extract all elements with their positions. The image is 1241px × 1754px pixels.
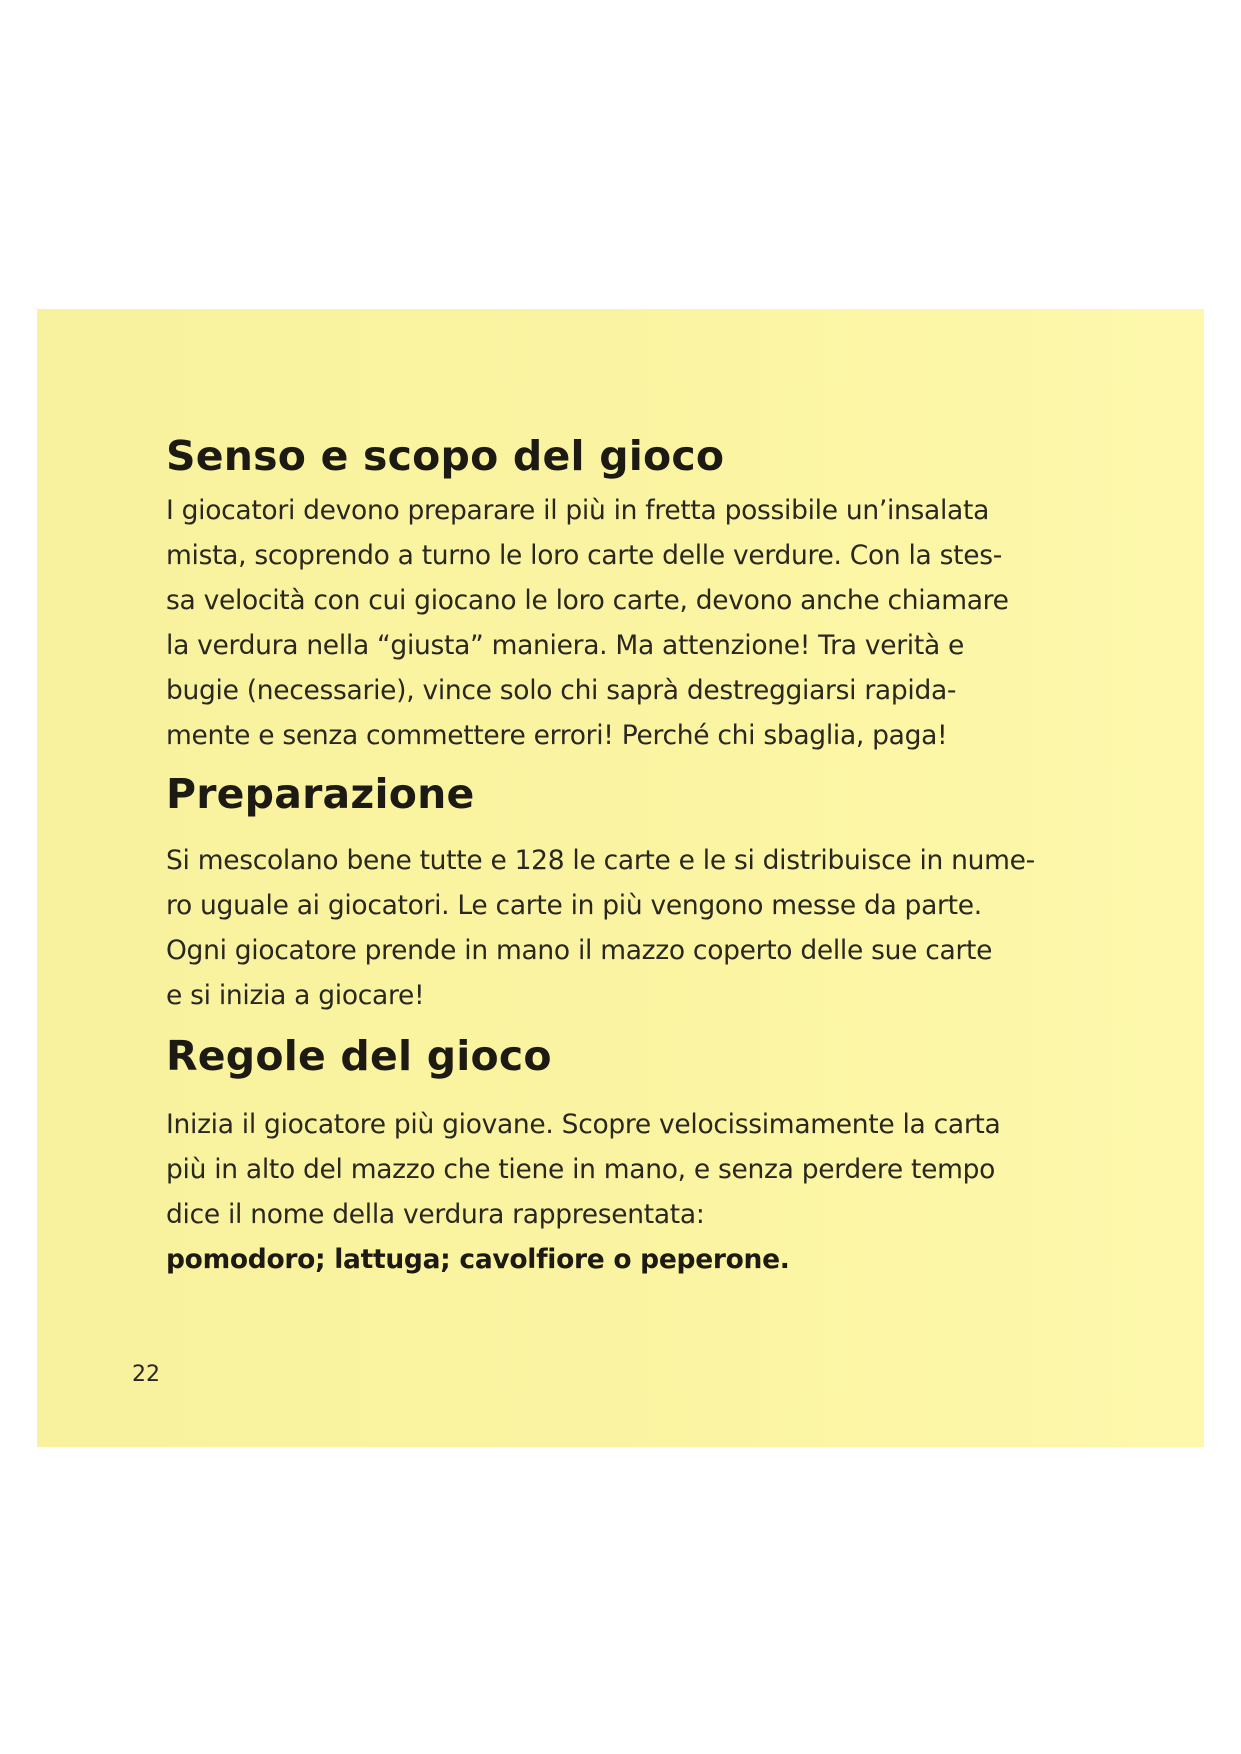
vegetable-names-line: pomodoro; lattuga; cavolfiore o peperone.	[166, 1244, 790, 1275]
section-title-regole: Regole del gioco	[166, 1032, 552, 1080]
body-line: I giocatori devono preparare il più in fretta possibile un’insalata	[166, 495, 990, 526]
body-line: mente e senza commettere errori! Perché chi sbaglia, paga!	[166, 720, 948, 751]
page-content	[166, 430, 1101, 1282]
page-number: 22	[132, 1362, 160, 1387]
section-body-senso-e-scopo	[166, 488, 1101, 758]
body-line: e si inizia a giocare!	[166, 980, 425, 1011]
body-line: più in alto del mazzo che tiene in mano, e senza perdere tempo	[166, 1154, 996, 1185]
body-line: Ogni giocatore prende in mano il mazzo coperto delle sue carte	[166, 935, 993, 966]
body-line: bugie (necessarie), vince solo chi saprà destreggiarsi rapida-	[166, 675, 957, 706]
section-title-preparazione: Preparazione	[166, 770, 475, 818]
body-line: mista, scoprendo a turno le loro carte delle verdure. Con la stes-	[166, 540, 1002, 571]
body-line: la verdura nella “giusta” maniera. Ma attenzione! Tra verità e	[166, 630, 965, 661]
body-line: Si mescolano bene tutte e 128 le carte e le si distribuisce in nume-	[166, 845, 1035, 876]
body-line: Inizia il giocatore più giovane. Scopre velocissimamente la carta	[166, 1109, 1001, 1140]
section-body-preparazione	[166, 838, 1101, 1018]
body-line: dice il nome della verdura rappresentata:	[166, 1199, 705, 1230]
body-line: ro uguale ai giocatori. Le carte in più vengono messe da parte.	[166, 890, 982, 921]
section-body-regole	[166, 1102, 1101, 1282]
section-title-senso-e-scopo: Senso e scopo del gioco	[166, 432, 725, 480]
body-line: sa velocità con cui giocano le loro carte, devono anche chiamare	[166, 585, 1009, 616]
